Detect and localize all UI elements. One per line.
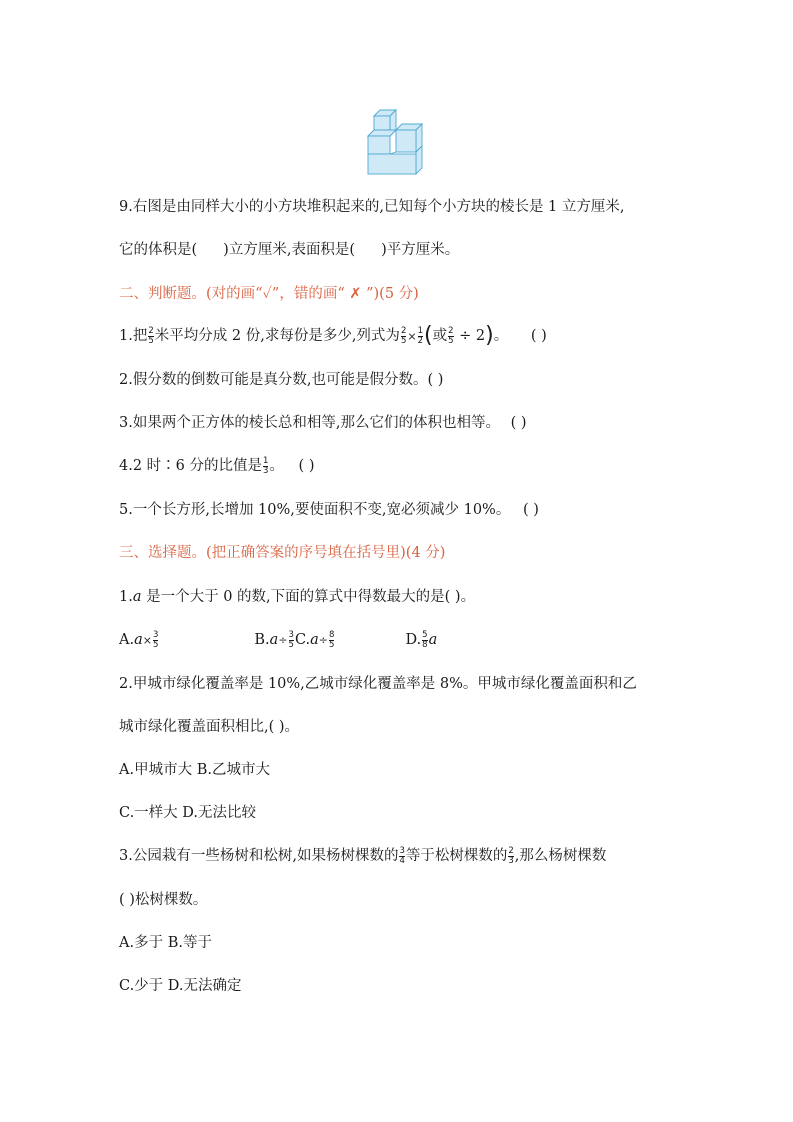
q1-stem-text: 是一个大于 0 的数,下面的算式中得数最大的是( )。 bbox=[141, 589, 476, 605]
choice-q3-line1 bbox=[119, 846, 606, 866]
cube-stack-figure bbox=[366, 100, 430, 180]
q9-text-a: 它的体积是( bbox=[119, 242, 198, 258]
close-paren: ) bbox=[485, 323, 494, 348]
item4-end: 。 bbox=[269, 458, 284, 474]
answer-bracket-4[interactable]: ( ) bbox=[298, 458, 315, 474]
judge-item-4 bbox=[119, 456, 314, 476]
option-b[interactable]: B.a÷ $\frac{3}{5}$ bbox=[254, 629, 294, 650]
option-a[interactable]: A.a× $\frac{3}{5}$ bbox=[119, 629, 159, 650]
item3-text: 3.如果两个正方体的棱长总和相等,那么它们的体积也相等。 bbox=[119, 415, 500, 431]
item4-pre: 4.2 时∶6 分的比值是 bbox=[119, 458, 263, 474]
judge-item-1 bbox=[119, 323, 547, 348]
q9-line2 bbox=[119, 240, 459, 260]
judge-item-2: 2.假分数的倒数可能是真分数,也可能是假分数。( ) bbox=[119, 372, 444, 388]
fraction-3-5: $\frac{3}{5}$ bbox=[152, 629, 159, 650]
item1-alt-post: ÷ 2 bbox=[454, 328, 486, 344]
variable-a: a bbox=[132, 589, 142, 605]
times-sign: × bbox=[407, 330, 417, 343]
answer-bracket-5[interactable]: ( ) bbox=[522, 502, 539, 518]
choice-q2-line2: 城市绿化覆盖面积相比,( )。 bbox=[119, 719, 300, 735]
item1-alt-pre: 或 bbox=[432, 328, 448, 344]
option-d[interactable]: D. $\frac{5}{8}$ a bbox=[405, 629, 438, 650]
choice-q3-options-ab[interactable]: A.多于 B.等于 bbox=[119, 935, 212, 951]
choice-q1-stem bbox=[119, 587, 475, 607]
fraction-1-2: $\frac{1}{2}$ bbox=[417, 325, 423, 346]
fraction-1-3: $\frac{1}{3}$ bbox=[263, 455, 269, 476]
section2-heading: 二、判断题。(对的画“✓”，错的画“ ✗ ”)(5 分) bbox=[119, 286, 419, 302]
q3-mid: 等于松树棵数的 bbox=[405, 848, 508, 864]
fraction-2-5: $\frac{2}{5}$ bbox=[400, 325, 407, 346]
choice-q3-line2: ( )松树棵数。 bbox=[119, 892, 208, 908]
q9-text-b: )立方厘米,表面积是( bbox=[223, 242, 356, 258]
option-c[interactable]: C.a÷ $\frac{8}{5}$ bbox=[294, 629, 335, 650]
choice-q1-options bbox=[119, 630, 437, 651]
judge-item-5 bbox=[119, 500, 539, 520]
fraction-5-8: $\frac{5}{8}$ bbox=[422, 629, 428, 650]
choice-q2-options-cd[interactable]: C.一样大 D.无法比较 bbox=[119, 805, 257, 821]
choice-q2-options-ab[interactable]: A.甲城市大 B.乙城市大 bbox=[119, 762, 270, 778]
fraction-3-5: $\frac{3}{5}$ bbox=[288, 629, 294, 650]
judge-item-3 bbox=[119, 413, 527, 433]
fraction-2-5: $\frac{2}{5}$ bbox=[148, 325, 154, 346]
item5-text: 5.一个长方形,长增加 10%,要使面积不变,宽必须减少 10%。 bbox=[119, 502, 511, 518]
item1-mid: 米平均分成 2 份,求每份是多少,列式为 bbox=[154, 328, 400, 344]
q3-pre: 3.公园栽有一些杨树和松树,如果杨树棵数的 bbox=[119, 848, 399, 864]
q9-text-c: )平方厘米。 bbox=[381, 242, 460, 258]
open-paren: ( bbox=[424, 323, 433, 348]
section3-heading: 三、选择题。(把正确答案的序号填在括号里)(4 分) bbox=[119, 545, 446, 561]
q9-line1: 9.右图是由同样大小的小方块堆积起来的,已知每个小方块的棱长是 1 立方厘米, bbox=[119, 199, 625, 215]
q3-post: ,那么杨树棵数 bbox=[514, 848, 607, 864]
choice-q2-line1: 2.甲城市绿化覆盖率是 10%,乙城市绿化覆盖率是 8%。甲城市绿化覆盖面积和乙 bbox=[119, 676, 637, 692]
fraction-2-3: $\frac{2}{3}$ bbox=[508, 845, 514, 866]
fraction-8-5: $\frac{8}{5}$ bbox=[329, 629, 335, 650]
q1-number: 1. bbox=[119, 589, 133, 605]
item1-end: 。 bbox=[493, 328, 509, 344]
fraction-2-5: $\frac{2}{5}$ bbox=[448, 325, 454, 346]
fraction-3-4: $\frac{3}{4}$ bbox=[399, 845, 405, 866]
choice-q3-options-cd[interactable]: C.少于 D.无法确定 bbox=[119, 978, 242, 994]
answer-bracket-1[interactable]: ( ) bbox=[530, 328, 547, 344]
answer-bracket-3[interactable]: ( ) bbox=[510, 415, 527, 431]
item1-pre: 1.把 bbox=[119, 328, 148, 344]
